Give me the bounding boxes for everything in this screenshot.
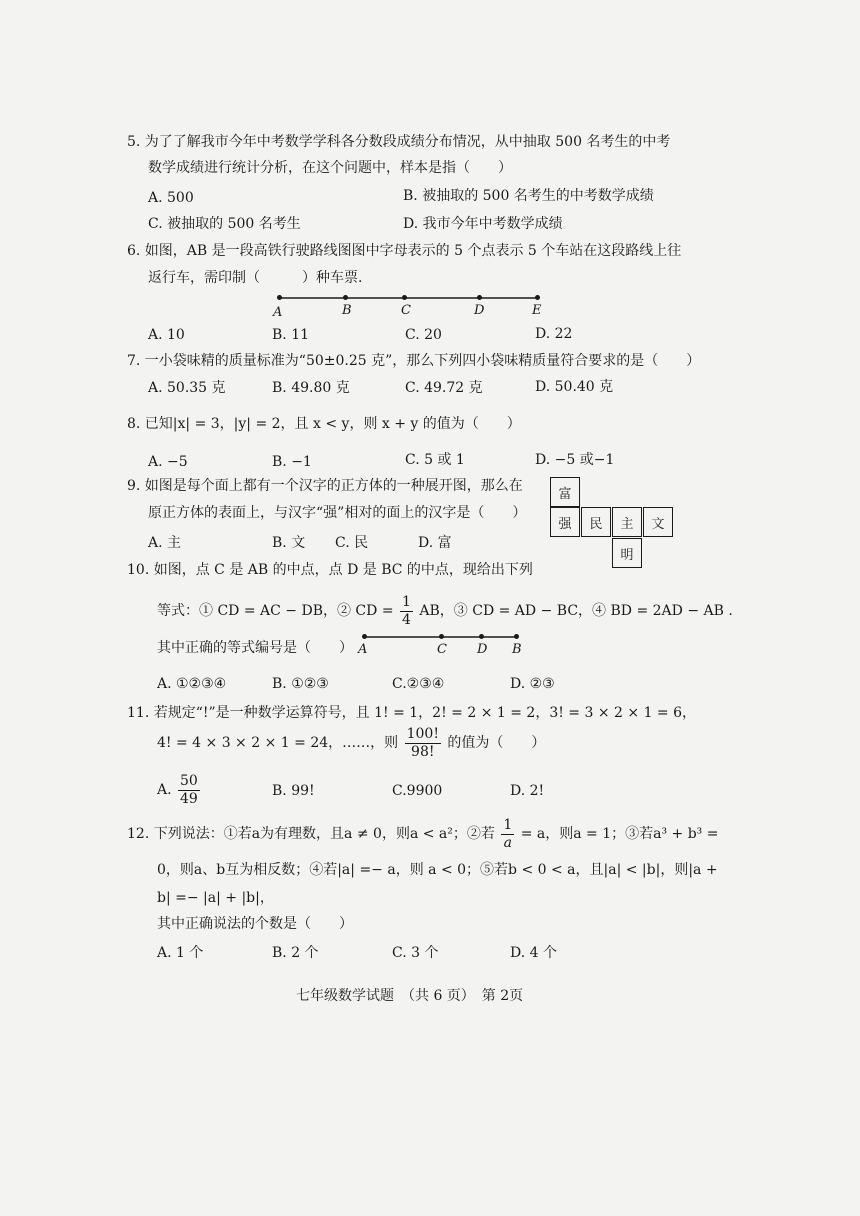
q10-stem-line3: 其中正确的等式编号是（ ） — [157, 640, 353, 656]
net-cell-ming: 明 — [612, 538, 642, 568]
q10-eq-suffix: AB，③ CD = AD − BC，④ BD = 2AD − AB . — [419, 603, 733, 620]
q11-option-b: B. 99! — [272, 783, 315, 799]
q12-frac-den: a — [503, 834, 512, 851]
q8-option-a: A. −5 — [148, 454, 188, 470]
q12-option-d: D. 4 个 — [510, 945, 557, 961]
q10-option-b: B. ①②③ — [272, 676, 329, 692]
q11-fraction — [405, 727, 441, 759]
q10-fraction — [400, 595, 413, 627]
q5-stem-line1: 5. 为了了解我市今年中考数学学科各分数段成绩分布情况，从中抽取 500 名考生的中考 — [127, 134, 671, 150]
q11-option-c: C.9900 — [392, 783, 443, 799]
q12-option-c: C. 3 个 — [392, 945, 439, 961]
q10-label-c: C — [437, 642, 447, 657]
q10-option-d: D. ②③ — [510, 676, 555, 692]
page-footer: 七年级数学试题 （共 6 页） 第 2页 — [296, 988, 524, 1004]
q8-option-c: C. 5 或 1 — [405, 452, 465, 468]
q10-label-d: D — [477, 642, 488, 657]
q6-point-d — [477, 295, 482, 300]
q6-stem-line1: 6. 如图，AB 是一段高铁行驶路线图图中字母表示的 5 个点表示 5 个车站在这段路线上往 — [127, 243, 682, 259]
q9-stem-line1: 9. 如图是每个面上都有一个汉字的正方体的一种展开图，那么在 — [127, 478, 523, 494]
q6-point-e — [535, 295, 540, 300]
q6-label-e: E — [532, 303, 542, 318]
q6-label-a: A — [273, 305, 283, 320]
q11-a-fraction — [178, 774, 200, 806]
q11-frac-num: 100! — [406, 726, 439, 742]
q10-point-c — [439, 634, 444, 639]
q6-label-b: B — [342, 303, 352, 318]
q12-line1-prefix: 12. 下列说法：①若a为有理数，且a ≠ 0，则a < a²；②若 — [127, 826, 495, 843]
q6-point-c — [402, 295, 407, 300]
q6-option-b: B. 11 — [272, 327, 310, 343]
net-cell-fu: 富 — [550, 477, 580, 507]
q10-point-a — [362, 634, 367, 639]
net-cell-zhu: 主 — [612, 507, 642, 537]
q10-frac-den: 4 — [402, 611, 411, 628]
q5-option-a: A. 500 — [148, 190, 194, 206]
net-cell-wen: 文 — [643, 507, 673, 537]
q11-option-d: D. 2! — [510, 783, 545, 799]
q11-frac-den: 98! — [411, 743, 435, 760]
q9-option-d: D. 富 — [418, 535, 452, 551]
q6-point-b — [343, 295, 348, 300]
q6-stem-line2: 返行车，需印制（ ）种车票. — [148, 270, 363, 286]
q5-option-d: D. 我市今年中考数学成绩 — [403, 216, 563, 232]
q6-option-c: C. 20 — [405, 327, 442, 343]
q11-a-label: A. — [157, 782, 172, 799]
q12-option-a: A. 1 个 — [157, 945, 204, 961]
q6-label-c: C — [401, 303, 411, 318]
q9-option-a: A. 主 — [148, 535, 182, 551]
q10-option-c: C.②③④ — [392, 676, 445, 692]
q10-point-b — [514, 634, 519, 639]
q11-stem-line1: 11. 若规定“!”是一种数学运算符号，且 1! = 1，2! = 2 × 1 = 2，3! = 3 × 2 × 1 = 6， — [127, 705, 697, 721]
q9-option-b: B. 文 — [272, 535, 306, 551]
q10-eq-prefix: 等式：① CD = AC − DB，② CD = — [157, 603, 394, 620]
q12-stem-line2: 0，则a、b互为相反数；④若|a| =− a，则 a < 0；⑤若b < 0 < a，且|a| < |b|，则|a + — [157, 862, 718, 878]
q10-equations — [157, 595, 733, 627]
q12-stem-line3: b| =− |a| + |b|， — [157, 890, 274, 906]
q7-option-d: D. 50.40 克 — [535, 379, 614, 395]
q7-option-b: B. 49.80 克 — [272, 380, 350, 396]
q8-option-d: D. −5 或−1 — [535, 452, 615, 468]
q9-option-c: C. 民 — [335, 535, 369, 551]
q8-stem: 8. 已知|x| = 3，|y| = 2，且 x < y，则 x + y 的值为（ ） — [127, 416, 521, 432]
q7-option-a: A. 50.35 克 — [148, 380, 226, 396]
q10-option-a: A. ①②③④ — [157, 676, 227, 692]
q8-option-b: B. −1 — [272, 454, 312, 470]
q7-stem: 7. 一小袋味精的质量标准为“50±0.25 克”，那么下列四小袋味精质量符合要求的是（ ） — [127, 353, 701, 369]
q11-line2-suffix: 的值为（ ） — [447, 735, 546, 752]
q11-a-den: 49 — [180, 790, 198, 807]
q5-stem-line2: 数学成绩进行统计分析，在这个问题中，样本是指（ ） — [148, 160, 512, 176]
q12-fraction — [501, 818, 514, 850]
q10-point-d — [479, 634, 484, 639]
q11-option-a — [157, 774, 202, 806]
q12-line1-suffix: = a，则a = 1；③若a³ + b³ = — [520, 826, 719, 843]
q7-option-c: C. 49.72 克 — [405, 380, 483, 396]
q6-label-d: D — [474, 303, 485, 318]
net-cell-min: 民 — [581, 507, 611, 537]
q11-a-num: 50 — [180, 773, 198, 789]
q9-stem-line2: 原正方体的表面上，与汉字“强”相对的面上的汉字是（ ） — [148, 505, 527, 521]
q10-stem-line1: 10. 如图，点 C 是 AB 的中点，点 D 是 BC 的中点，现给出下列 — [127, 562, 533, 578]
q11-line2-prefix: 4! = 4 × 3 × 2 × 1 = 24，……，则 — [157, 735, 399, 752]
q10-label-b: B — [512, 642, 522, 657]
q12-stem-line1 — [127, 818, 718, 850]
q5-option-b: B. 被抽取的 500 名考生的中考数学成绩 — [403, 188, 654, 204]
q6-option-d: D. 22 — [535, 326, 573, 342]
q11-stem-line2 — [157, 727, 545, 759]
q5-option-c: C. 被抽取的 500 名考生 — [148, 216, 301, 232]
q10-frac-num: 1 — [402, 594, 411, 610]
q12-stem-line4: 其中正确说法的个数是（ ） — [157, 916, 353, 932]
net-cell-qiang: 强 — [550, 507, 580, 537]
q12-frac-num: 1 — [503, 817, 513, 833]
q6-point-a — [277, 295, 282, 300]
q10-label-a: A — [358, 642, 368, 657]
q12-option-b: B. 2 个 — [272, 945, 319, 961]
q6-option-a: A. 10 — [148, 327, 185, 343]
